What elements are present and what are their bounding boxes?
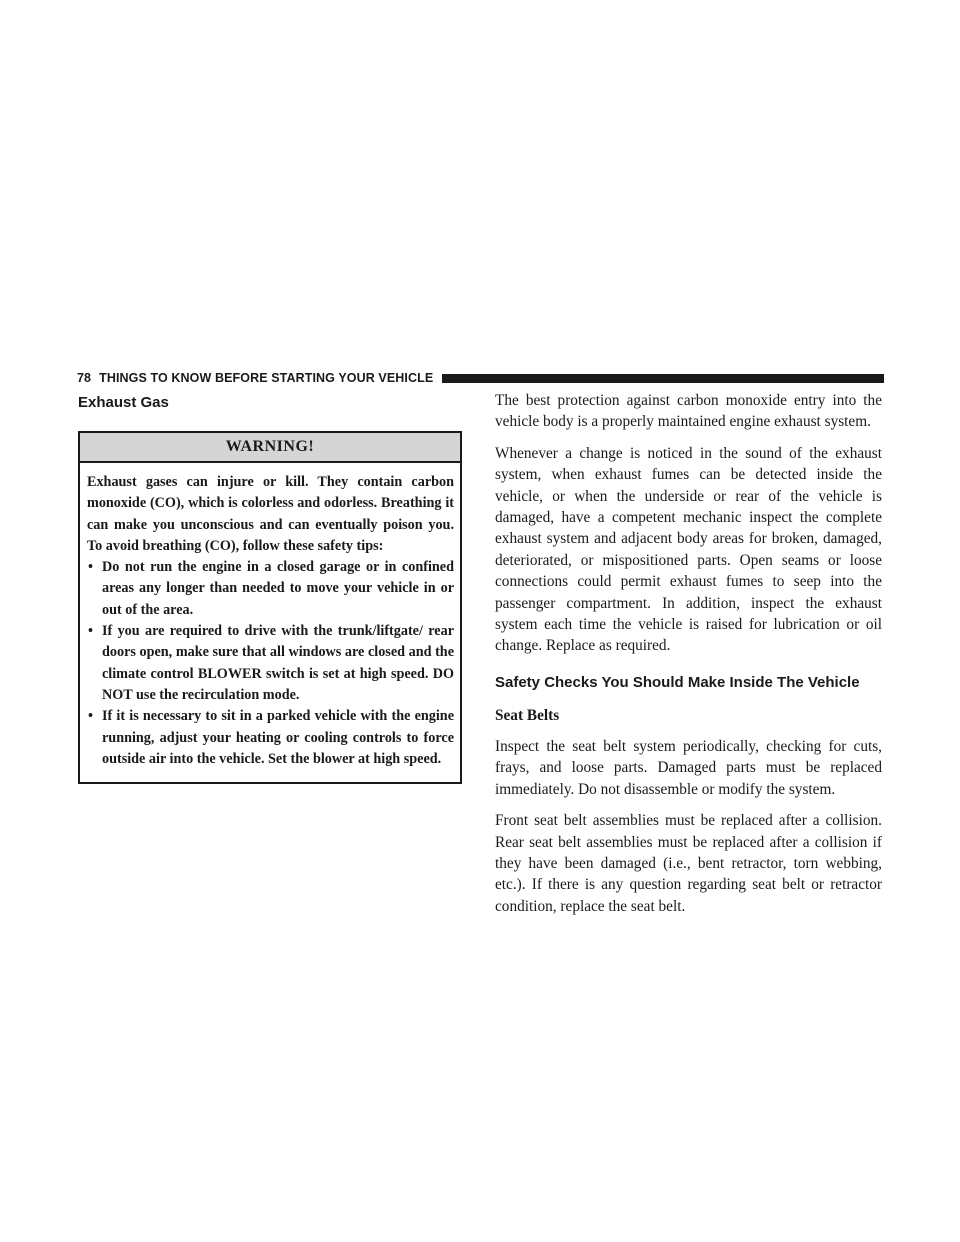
warning-item-text: If it is necessary to sit in a parked vehicle with the engine running, adjust your heating or cooling controls to force outside air into the vehicle. Set the blower at high speed.	[102, 708, 454, 767]
running-header	[77, 370, 884, 386]
bullet-icon: •	[88, 623, 93, 640]
warning-list-item	[87, 557, 454, 621]
warning-list	[87, 557, 454, 770]
warning-item-text: If you are required to drive with the trunk/liftgate/ rear doors open, make sure that all windows are closed and the climate control BLOWER switch is set at high speed. DO NOT use the recirculation mode.	[102, 623, 454, 703]
paragraph-seat-belt-inspect: Inspect the seat belt system periodically, checking for cuts, frays, and loose parts. Damaged parts must be replaced immediately. Do not disassemble or modify the system.	[495, 737, 882, 798]
seat-belts-heading: Seat Belts	[495, 706, 560, 724]
warning-list-item	[87, 621, 454, 706]
section-heading-exhaust-gas: Exhaust Gas	[78, 394, 169, 411]
safety-checks-heading: Safety Checks You Should Make Inside The Vehicle	[495, 673, 860, 691]
paragraph-seat-belt-replace: Front seat belt assemblies must be replaced after a collision. Rear seat belt assemblies must be replaced after a collision if they have been damaged (i.e., bent retractor, torn webbing, etc.). If there is any question regarding seat belt or retractor condition, replace the seat belt.	[495, 812, 882, 915]
right-column	[495, 390, 882, 927]
page-number: 78	[77, 371, 92, 385]
warning-box	[78, 431, 462, 784]
bullet-icon: •	[88, 708, 93, 725]
warning-title: WARNING!	[80, 433, 460, 463]
header-rule	[442, 374, 884, 383]
warning-list-item	[87, 706, 454, 770]
paragraph-co-protection: The best protection against carbon monoxide entry into the vehicle body is a properly maintained engine exhaust system.	[495, 392, 882, 431]
warning-item-text: Do not run the engine in a closed garage or in confined areas any longer than needed to move your vehicle in or out of the area.	[102, 559, 454, 618]
paragraph-exhaust-inspection: Whenever a change is noticed in the sound of the exhaust system, when exhaust fumes can be detected inside the vehicle, or when the underside or rear of the vehicle is damaged, have a competent mechanic inspect the complete exhaust system and adjacent body areas for broken, damaged, deteriorated, or mispositioned parts. Open seams or loose connections could permit exhaust fumes to seep into the passenger compartment. In addition, inspect the exhaust system each time the vehicle is raised for lubrication or oil change. Replace as required.	[495, 444, 882, 655]
running-title: THINGS TO KNOW BEFORE STARTING YOUR VEHICLE	[99, 371, 434, 385]
warning-body	[80, 463, 460, 782]
warning-intro: Exhaust gases can injure or kill. They contain carbon monoxide (CO), which is colorless and odorless. Breathing it can make you unconscious and can eventually poison you. To avoid breathing (CO), follow these safety tips:	[87, 474, 454, 554]
bullet-icon: •	[88, 559, 93, 576]
left-column	[78, 393, 462, 784]
